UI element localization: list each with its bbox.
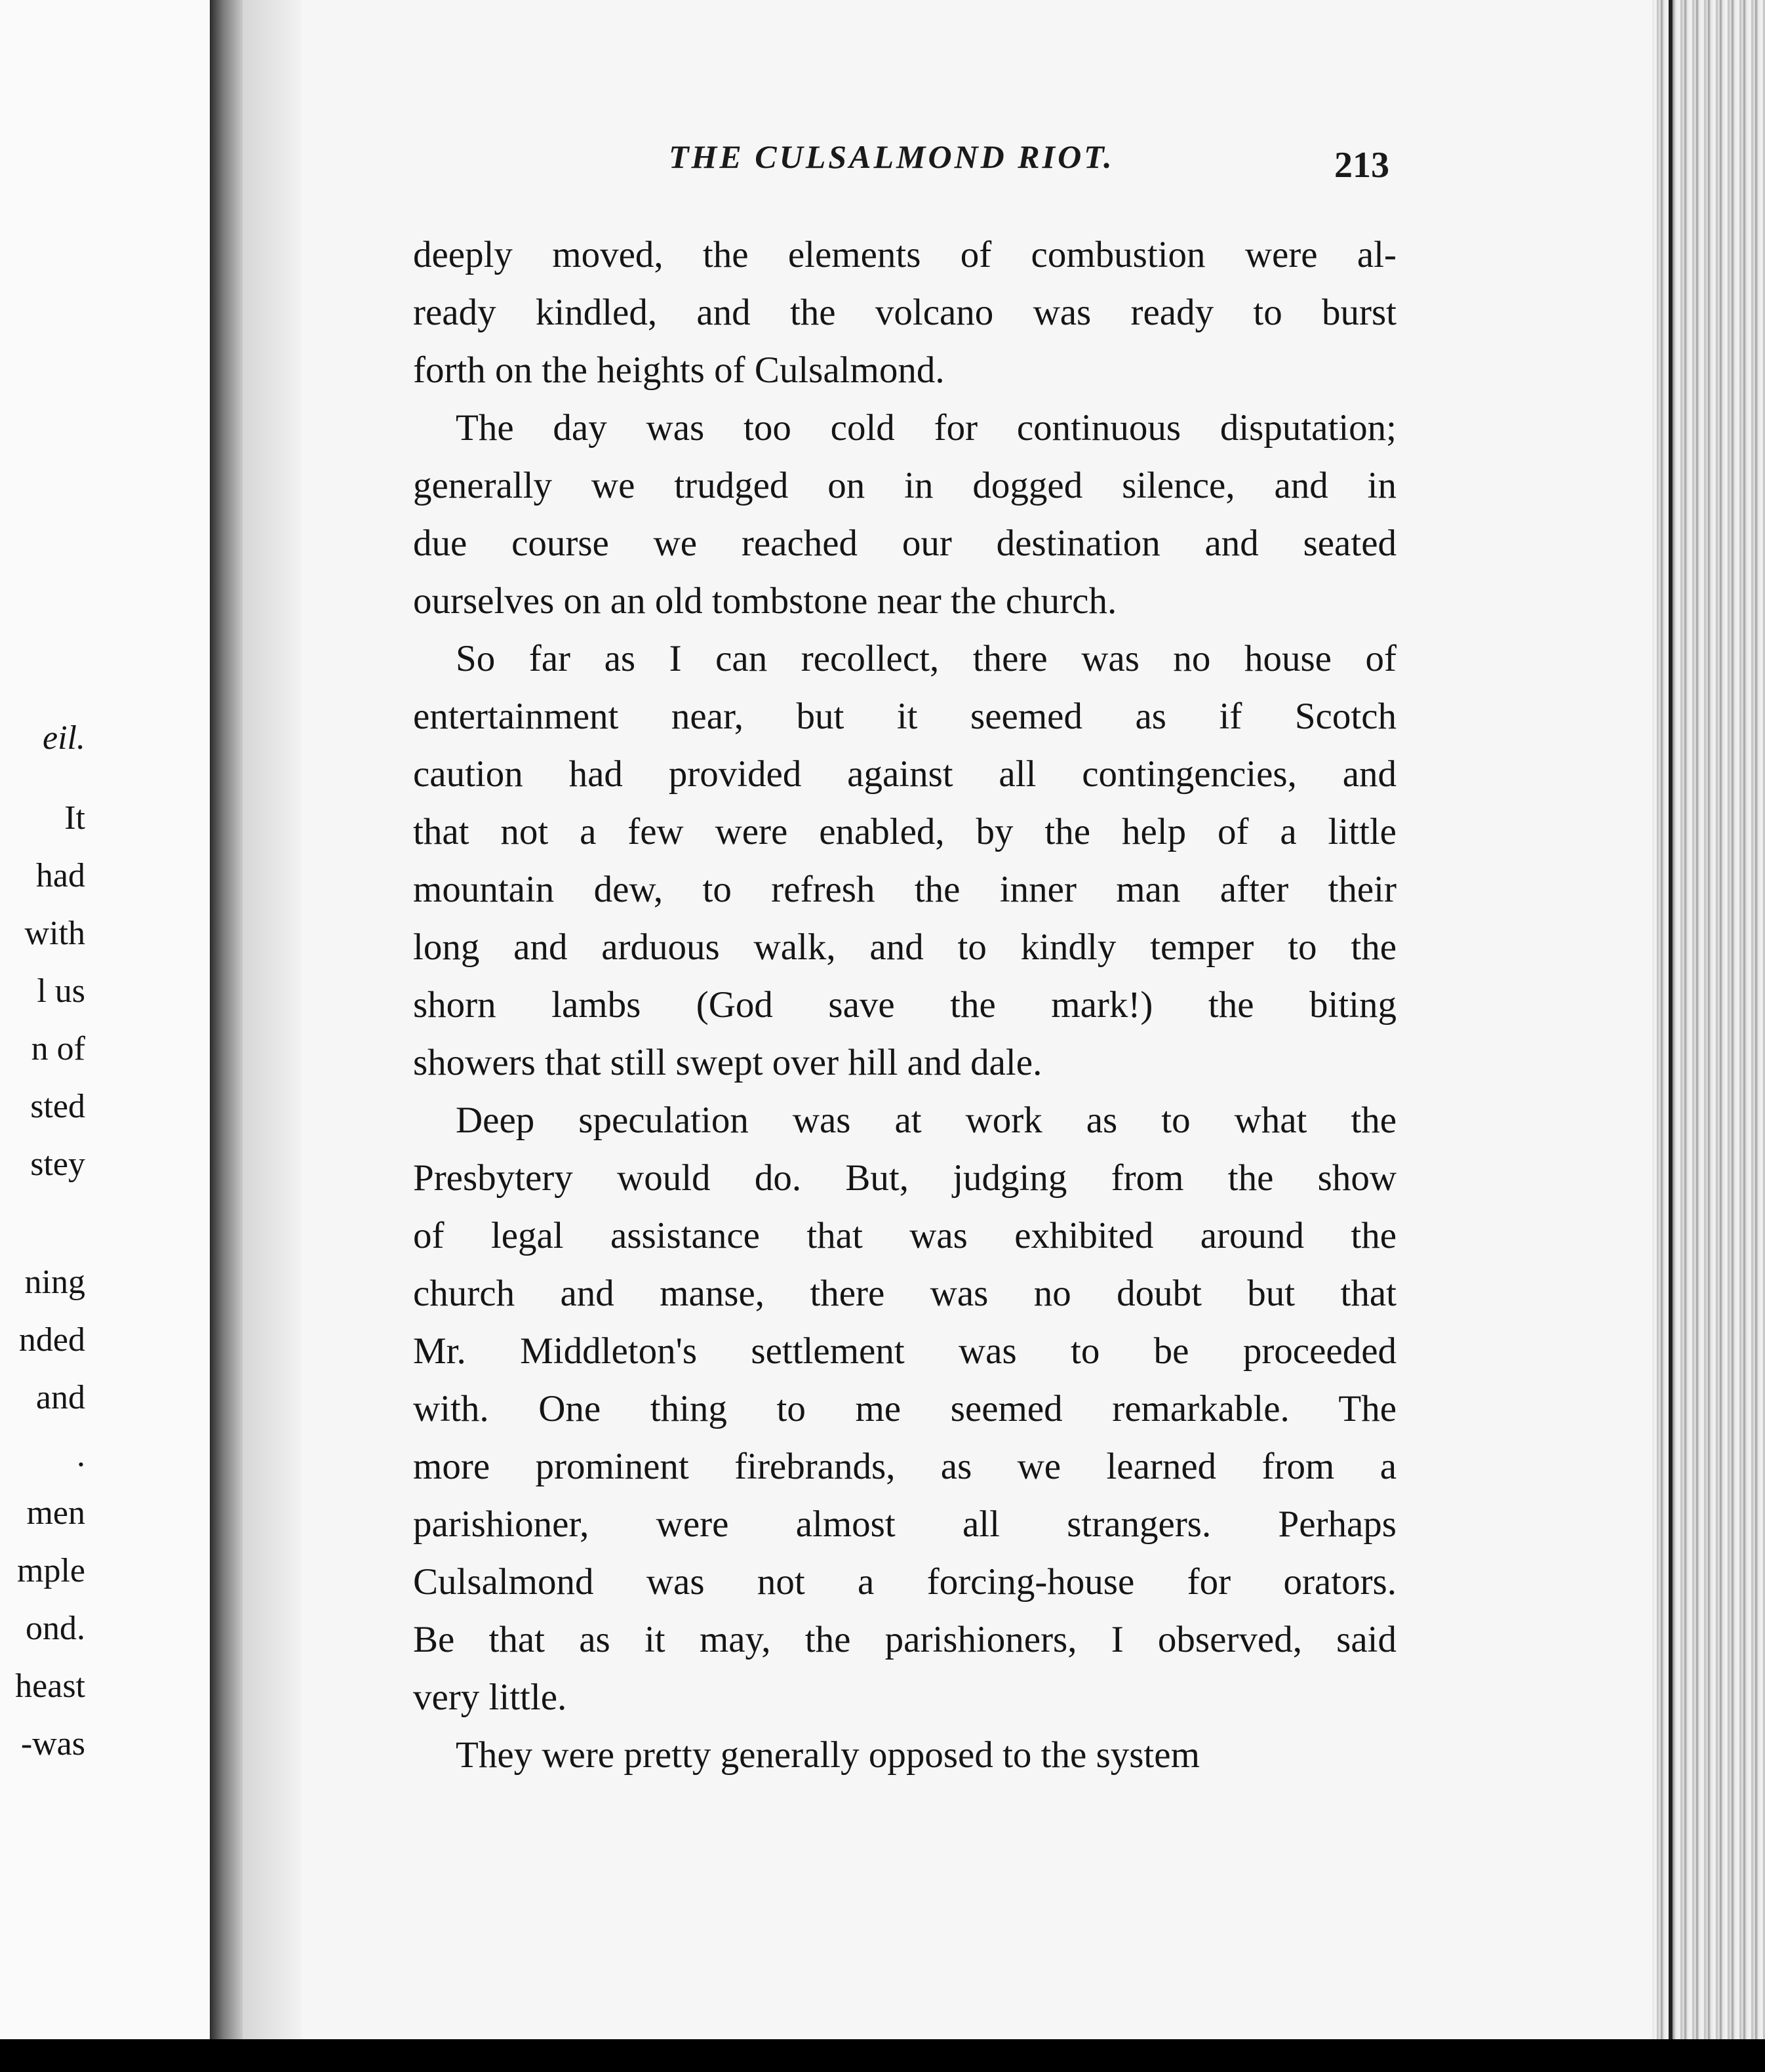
scan-bottom-border xyxy=(0,2039,1765,2072)
left-page-line: l us xyxy=(37,972,85,1010)
left-facing-page xyxy=(0,0,210,2039)
left-page-line: eil. xyxy=(43,719,85,757)
text-line: forth on the heights of Culsalmond. xyxy=(413,349,945,391)
text-line: generally we trudged on in dogged silence, and in xyxy=(413,465,1397,506)
text-line: ourselves on an old tombstone near the church. xyxy=(413,580,1117,622)
gutter-fade xyxy=(243,0,302,2039)
text-line: They were pretty generally opposed to the system xyxy=(456,1734,1200,1776)
text-line: The day was too cold for continuous disputation; xyxy=(456,407,1397,448)
text-line: of legal assistance that was exhibited around the xyxy=(413,1215,1397,1256)
left-page-line: nded xyxy=(18,1321,85,1359)
page-number: 213 xyxy=(1334,145,1389,186)
left-page-line: ond. xyxy=(26,1610,85,1647)
text-line: that not a few were enabled, by the help of a little xyxy=(413,811,1397,852)
text-line: Culsalmond was not a forcing-house for orators. xyxy=(413,1561,1397,1603)
left-page-line: and xyxy=(35,1379,85,1416)
text-line: So far as I can recollect, there was no house of xyxy=(456,638,1397,679)
text-line: Deep speculation was at work as to what the xyxy=(456,1100,1397,1141)
text-line: showers that still swept over hill and dale. xyxy=(413,1042,1042,1083)
left-page-line: sted xyxy=(30,1088,85,1125)
text-line: due course we reached our destination and seated xyxy=(413,523,1397,564)
book-gutter-shadow xyxy=(210,0,243,2039)
left-page-line: n of xyxy=(31,1030,85,1067)
left-page-line: . xyxy=(77,1437,85,1474)
text-line: long and arduous walk, and to kindly temper to the xyxy=(413,926,1397,968)
left-page-line: It xyxy=(64,799,85,837)
text-line: deeply moved, the elements of combustion were al- xyxy=(413,234,1397,275)
text-line: ready kindled, and the volcano was ready to burst xyxy=(413,292,1397,333)
left-page-line: ning xyxy=(24,1264,85,1301)
left-page-line: had xyxy=(35,857,85,894)
text-line: Mr. Middleton's settlement was to be proceeded xyxy=(413,1330,1397,1372)
left-page-line: men xyxy=(26,1494,85,1532)
text-line: with. One thing to me seemed remarkable. The xyxy=(413,1388,1397,1429)
text-line: shorn lambs (God save the mark!) the biting xyxy=(413,984,1397,1026)
text-line: church and manse, there was no doubt but that xyxy=(413,1273,1397,1314)
left-page-line: heast xyxy=(15,1667,85,1705)
left-page-line: with xyxy=(24,915,85,952)
running-head: THE CULSALMOND RIOT. xyxy=(669,138,1115,175)
text-line: entertainment near, but it seemed as if Scotch xyxy=(413,696,1397,737)
text-line: mountain dew, to refresh the inner man after their xyxy=(413,869,1397,910)
text-line: Be that as it may, the parishioners, I observed, said xyxy=(413,1619,1397,1660)
text-line: parishioner, were almost all strangers. Perhaps xyxy=(413,1504,1397,1545)
text-line: caution had provided against all contingencies, and xyxy=(413,753,1397,795)
text-line: more prominent firebrands, as we learned from a xyxy=(413,1446,1397,1487)
fore-edge-line xyxy=(1669,0,1673,2042)
text-line: very little. xyxy=(413,1677,567,1718)
left-page-line: stey xyxy=(30,1146,85,1183)
left-page-line: mple xyxy=(17,1552,85,1589)
left-page-line: -was xyxy=(20,1725,85,1763)
text-line: Presbytery would do. But, judging from the show xyxy=(413,1157,1397,1199)
